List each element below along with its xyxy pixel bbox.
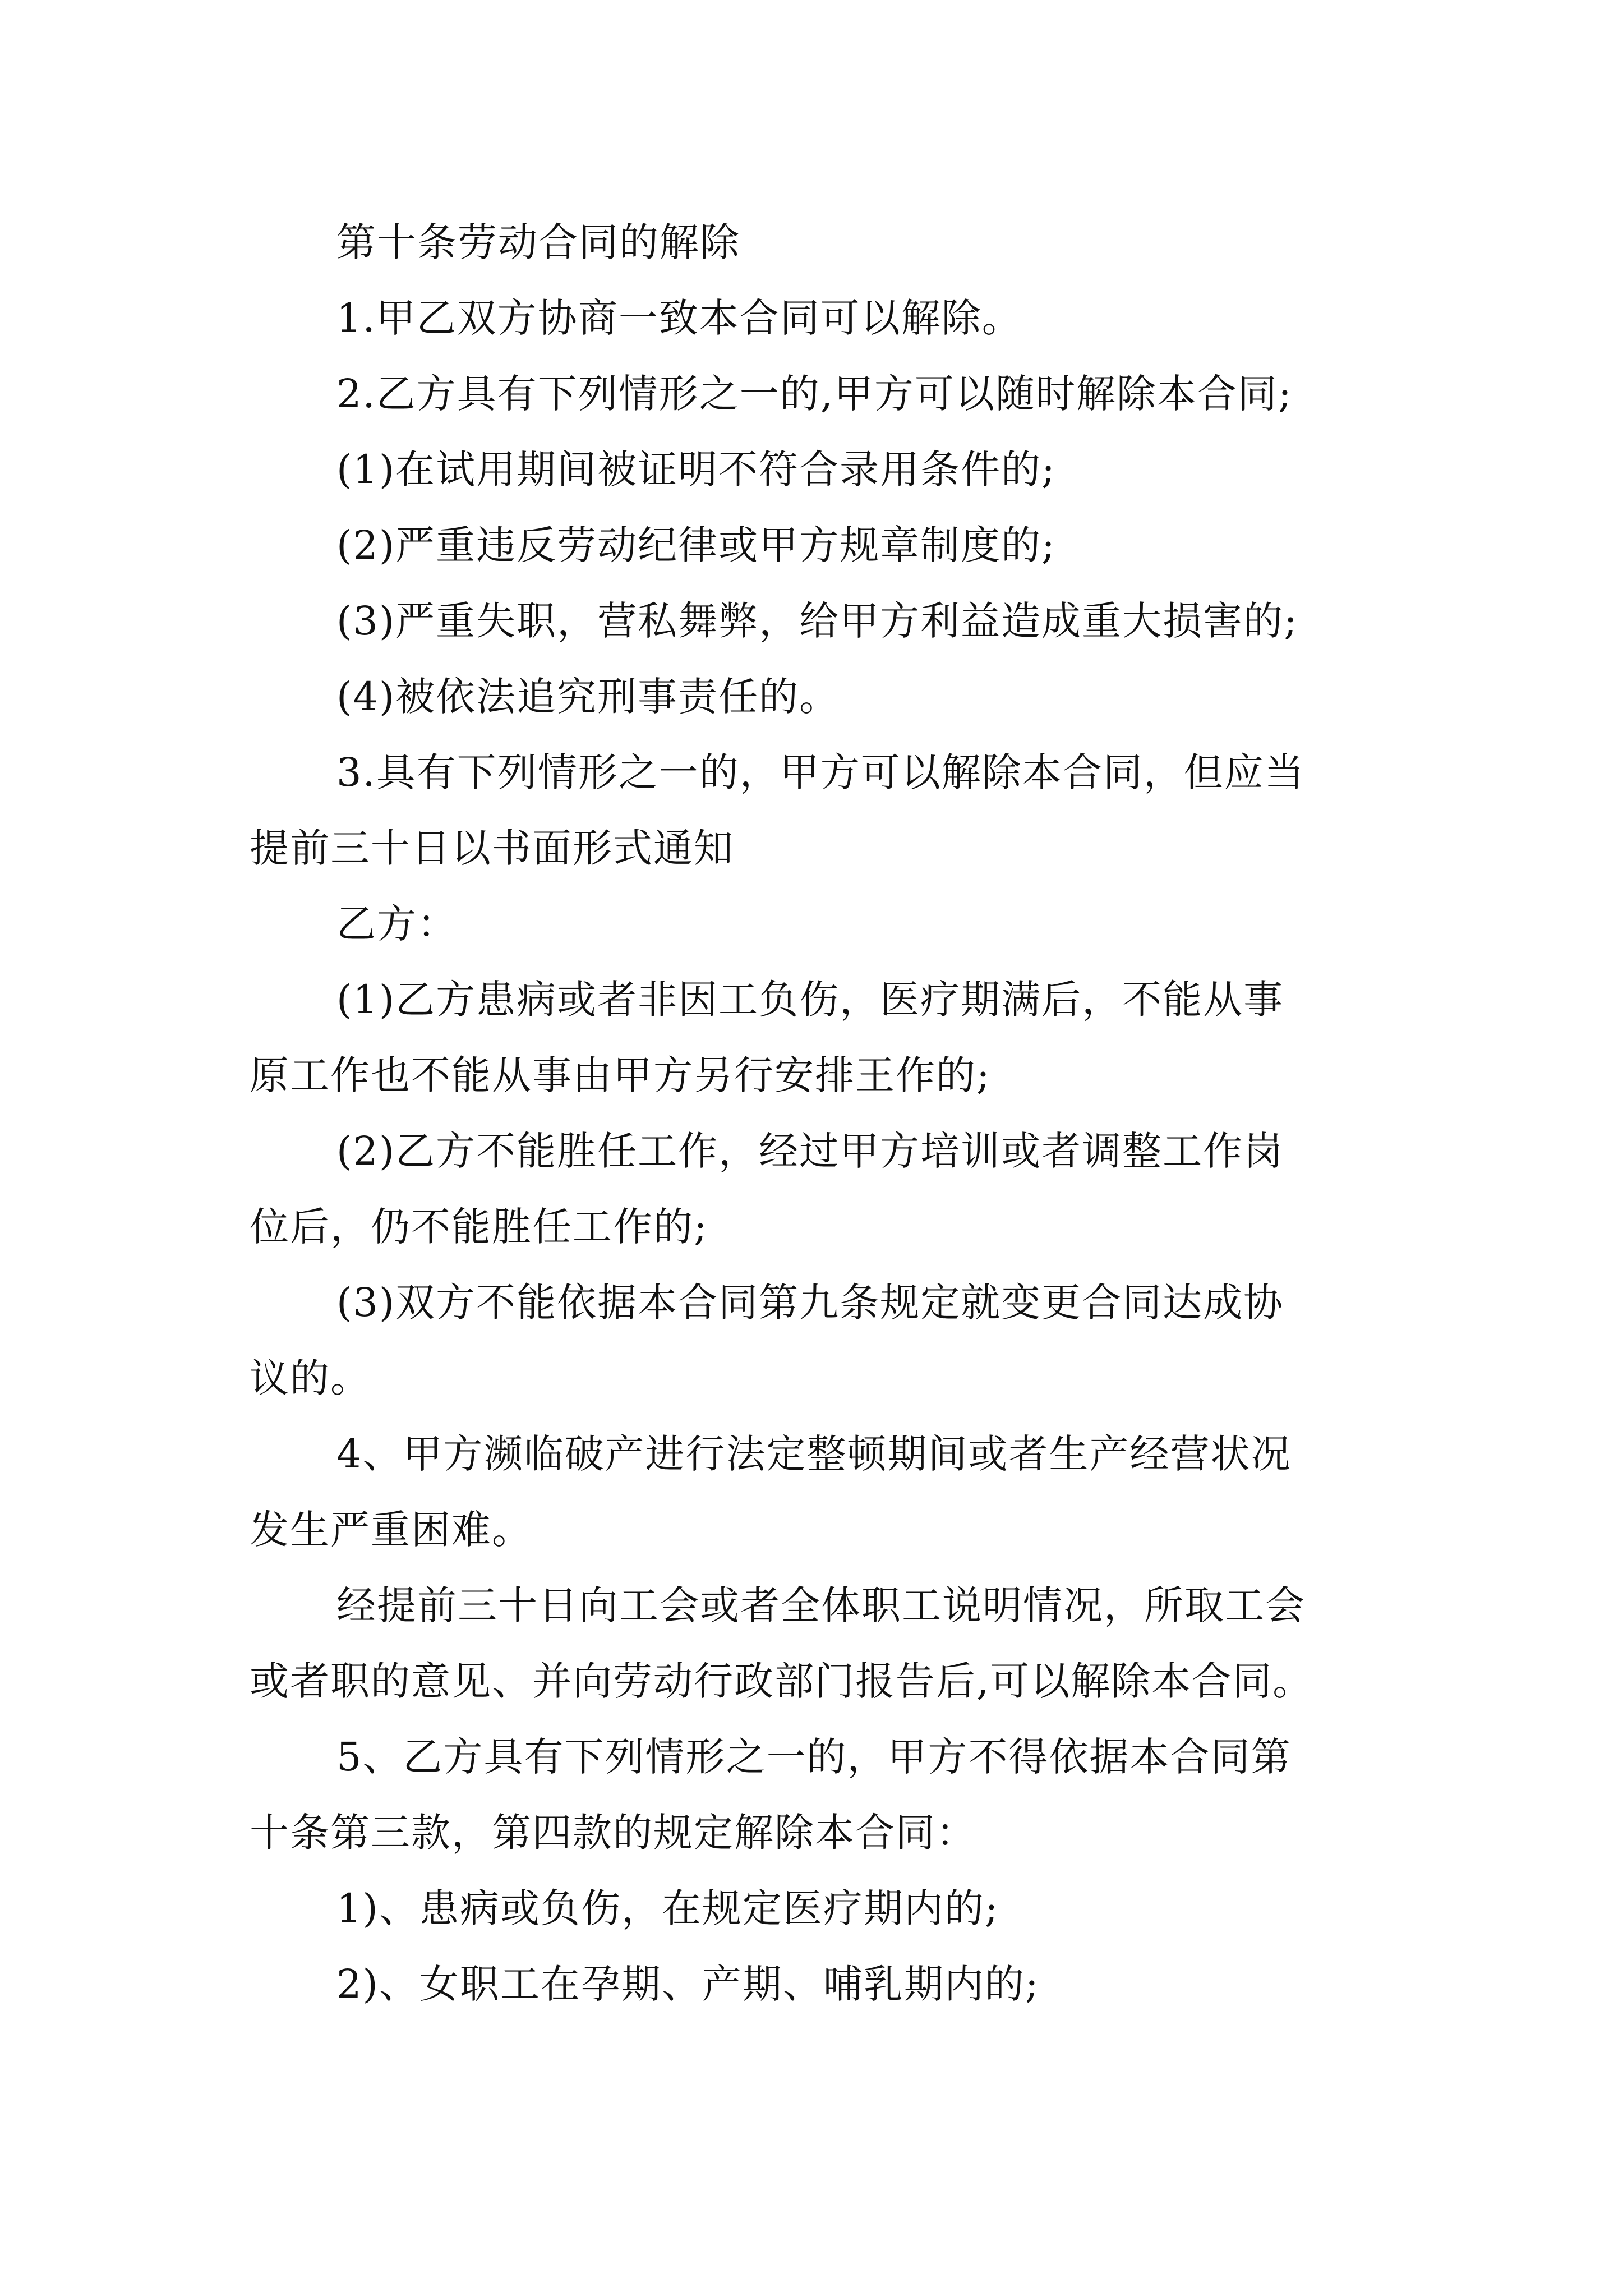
- paragraph-line: 十条第三款，第四款的规定解除本合同：: [250, 1810, 976, 1856]
- paragraph-line: (1)乙方患病或者非因工负伤，医疗期满后，不能从事: [336, 977, 1284, 1023]
- paragraph-line: 1.甲乙双方协商一致本合同可以解除。: [336, 295, 1022, 341]
- paragraph-line: (2)乙方不能胜任工作，经过甲方培训或者调整工作岗: [336, 1128, 1284, 1174]
- paragraph-line: 或者职的意见、并向劳动行政部门报告后,可以解除本合同。: [250, 1658, 1313, 1704]
- paragraph-line: 发生严重困难。: [250, 1507, 532, 1553]
- section-heading: 第十条劳动合同的解除: [336, 219, 740, 265]
- paragraph-line: 2)、女职工在孕期、产期、哺乳期内的;: [336, 1961, 1040, 2007]
- paragraph-line: 2.乙方具有下列情形之一的,甲方可以随时解除本合同;: [336, 371, 1293, 417]
- paragraph-line: 3.具有下列情形之一的，甲方可以解除本合同，但应当: [336, 749, 1305, 795]
- paragraph-line: (1)在试用期间被证明不符合录用条件的;: [336, 447, 1056, 493]
- paragraph-line: 原工作也不能从事由甲方另行安排王作的;: [250, 1052, 991, 1098]
- paragraph-line: 5、乙方具有下列情形之一的，甲方不得依据本合同第: [336, 1734, 1292, 1780]
- paragraph-line: 1)、患病或负伤，在规定医疗期内的;: [336, 1885, 999, 1931]
- paragraph-line: 位后，仍不能胜任工作的;: [250, 1204, 708, 1250]
- paragraph-line: (3)双方不能依据本合同第九条规定就变更合同达成协: [336, 1280, 1284, 1326]
- paragraph-line: (4)被依法追究刑事责任的。: [336, 674, 840, 720]
- paragraph-line: 4、甲方濒临破产进行法定整顿期间或者生产经营状况: [336, 1431, 1292, 1477]
- paragraph-line: (3)严重失职，营私舞弊，给甲方利益造成重大损害的;: [336, 598, 1298, 644]
- paragraph-line: 议的。: [250, 1355, 371, 1401]
- paragraph-line: 乙方：: [336, 901, 458, 947]
- paragraph-line: 提前三十日以书面形式通知: [250, 825, 734, 871]
- paragraph-line: (2)严重违反劳动纪律或甲方规章制度的;: [336, 522, 1056, 568]
- paragraph-line: 经提前三十日向工会或者全体职工说明情况，所取工会: [336, 1582, 1306, 1628]
